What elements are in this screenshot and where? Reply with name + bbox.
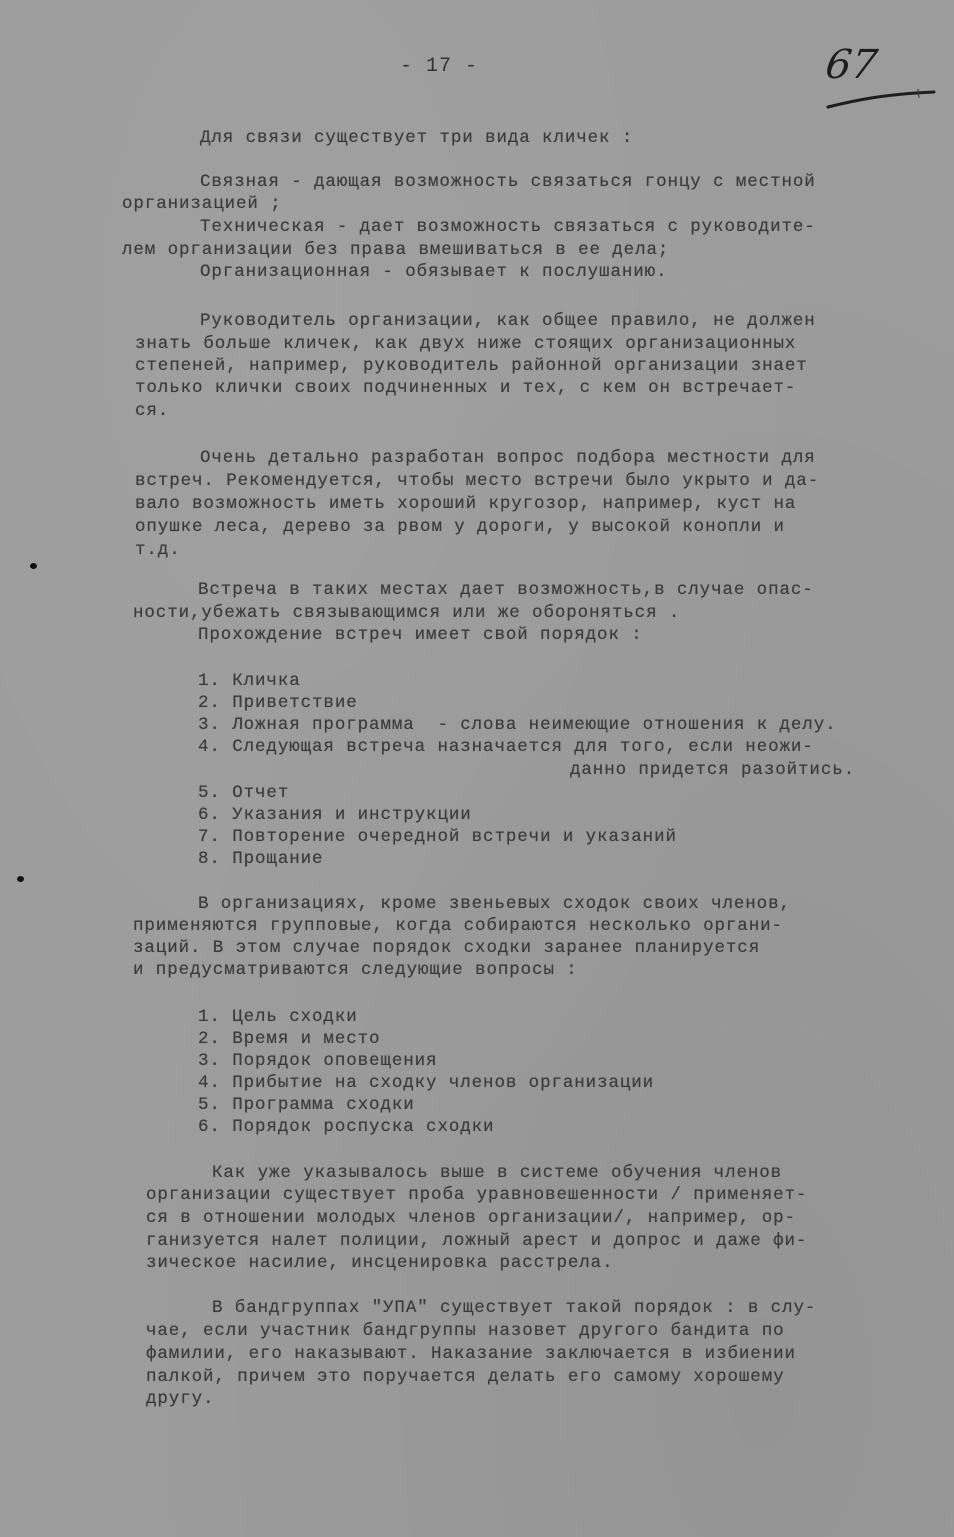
text-line: Связная - дающая возможность связаться гонцу с местной	[200, 172, 816, 192]
list-item-continuation: данно придется разойтись.	[570, 760, 856, 780]
list-item: 2. Время и место	[198, 1029, 381, 1049]
text-line: Очень детально разработан вопрос подбора местности для	[200, 448, 816, 468]
text-line: Встреча в таких местах дает возможность,в случае опас-	[198, 580, 814, 600]
handwritten-underline	[826, 88, 936, 110]
text-line: фамилии, его наказывают. Наказание заключается в избиении	[146, 1344, 796, 1364]
text-line: палкой, причем это поручается делать его самому хорошему	[146, 1367, 785, 1387]
text-line: ся.	[135, 401, 170, 421]
text-line: встреч. Рекомендуется, чтобы место встречи было укрыто и да-	[135, 471, 820, 491]
binding-hole-mark	[17, 876, 24, 882]
page-number: - 17 -	[400, 55, 479, 78]
text-line: В бандгруппах "УПА" существует такой порядок : в слу-	[212, 1298, 817, 1318]
text-line: Руководитель организации, как общее правило, не должен	[200, 311, 816, 331]
list-item: 2. Приветствие	[198, 693, 358, 713]
text-line: чае, если участник бандгруппы назовет другого бандита по	[146, 1321, 785, 1341]
list-item: 6. Порядок роспуска сходки	[198, 1117, 495, 1137]
text-line: Как уже указывалось выше в системе обучения членов	[212, 1163, 783, 1183]
text-line: степеней, например, руководитель районной организации знает	[135, 356, 808, 376]
text-line: Для связи существует три вида кличек :	[200, 128, 634, 148]
text-line: В организациях, кроме звеньевых сходок своих членов,	[198, 894, 791, 914]
text-line: опушке леса, дерево за рвом у дороги, у высокой конопли и	[135, 517, 785, 537]
list-item: 6. Указания и инструкции	[198, 805, 472, 825]
text-line: Прохождение встреч имеет свой порядок :	[198, 625, 643, 645]
list-item: 7. Повторение очередной встречи и указаний	[198, 827, 677, 847]
text-line: ганизуется налет полиции, ложный арест и допрос и даже фи-	[146, 1231, 808, 1251]
text-line: организацией ;	[122, 194, 282, 214]
list-item: 3. Порядок оповещения	[198, 1051, 438, 1071]
text-line: вало возможность иметь хороший кругозор, например, куст на	[135, 494, 797, 514]
binding-hole-mark	[30, 563, 37, 569]
list-item: 5. Отчет	[198, 783, 290, 803]
text-line: лем организации без права вмешиваться в ее дела;	[122, 240, 670, 260]
archive-page-number-handwritten: 67	[822, 42, 881, 88]
text-line: знать больше кличек, как двух ниже стоящих организационных	[135, 334, 797, 354]
list-item: 4. Следующая встреча назначается для того, если неожи-	[198, 737, 814, 757]
text-line: только клички своих подчиненных и тех, с кем он встречает-	[135, 378, 797, 398]
list-item: 5. Программа сходки	[198, 1095, 415, 1115]
list-item: 1. Кличка	[198, 671, 301, 691]
text-line: заций. В этом случае порядок сходки заранее планируется	[133, 938, 761, 958]
text-line: т.д.	[135, 540, 181, 560]
text-line: другу.	[146, 1389, 215, 1409]
text-line: Организационная - обязывает к послушанию.	[200, 262, 668, 282]
text-line: ности,убежать связывающимся или же обороняться .	[133, 603, 681, 623]
text-line: зическое насилие, инсценировка расстрела.	[146, 1253, 614, 1273]
list-item: 8. Прощание	[198, 849, 324, 869]
text-line: ся в отношении молодых членов организации/, например, ор-	[146, 1208, 796, 1228]
text-line: применяются групповые, когда собираются несколько органи-	[133, 916, 783, 936]
list-item: 1. Цель сходки	[198, 1007, 358, 1027]
list-item: 4. Прибытие на сходку членов организации	[198, 1073, 655, 1093]
text-line: и предусматриваются следующие вопросы :	[133, 960, 578, 980]
text-line: организации существует проба уравновешенности / применяет-	[146, 1185, 808, 1205]
list-item: 3. Ложная программа - слова неимеющие отношения к делу.	[198, 715, 837, 735]
text-line: Техническая - дает возможность связаться с руководите-	[200, 217, 816, 237]
